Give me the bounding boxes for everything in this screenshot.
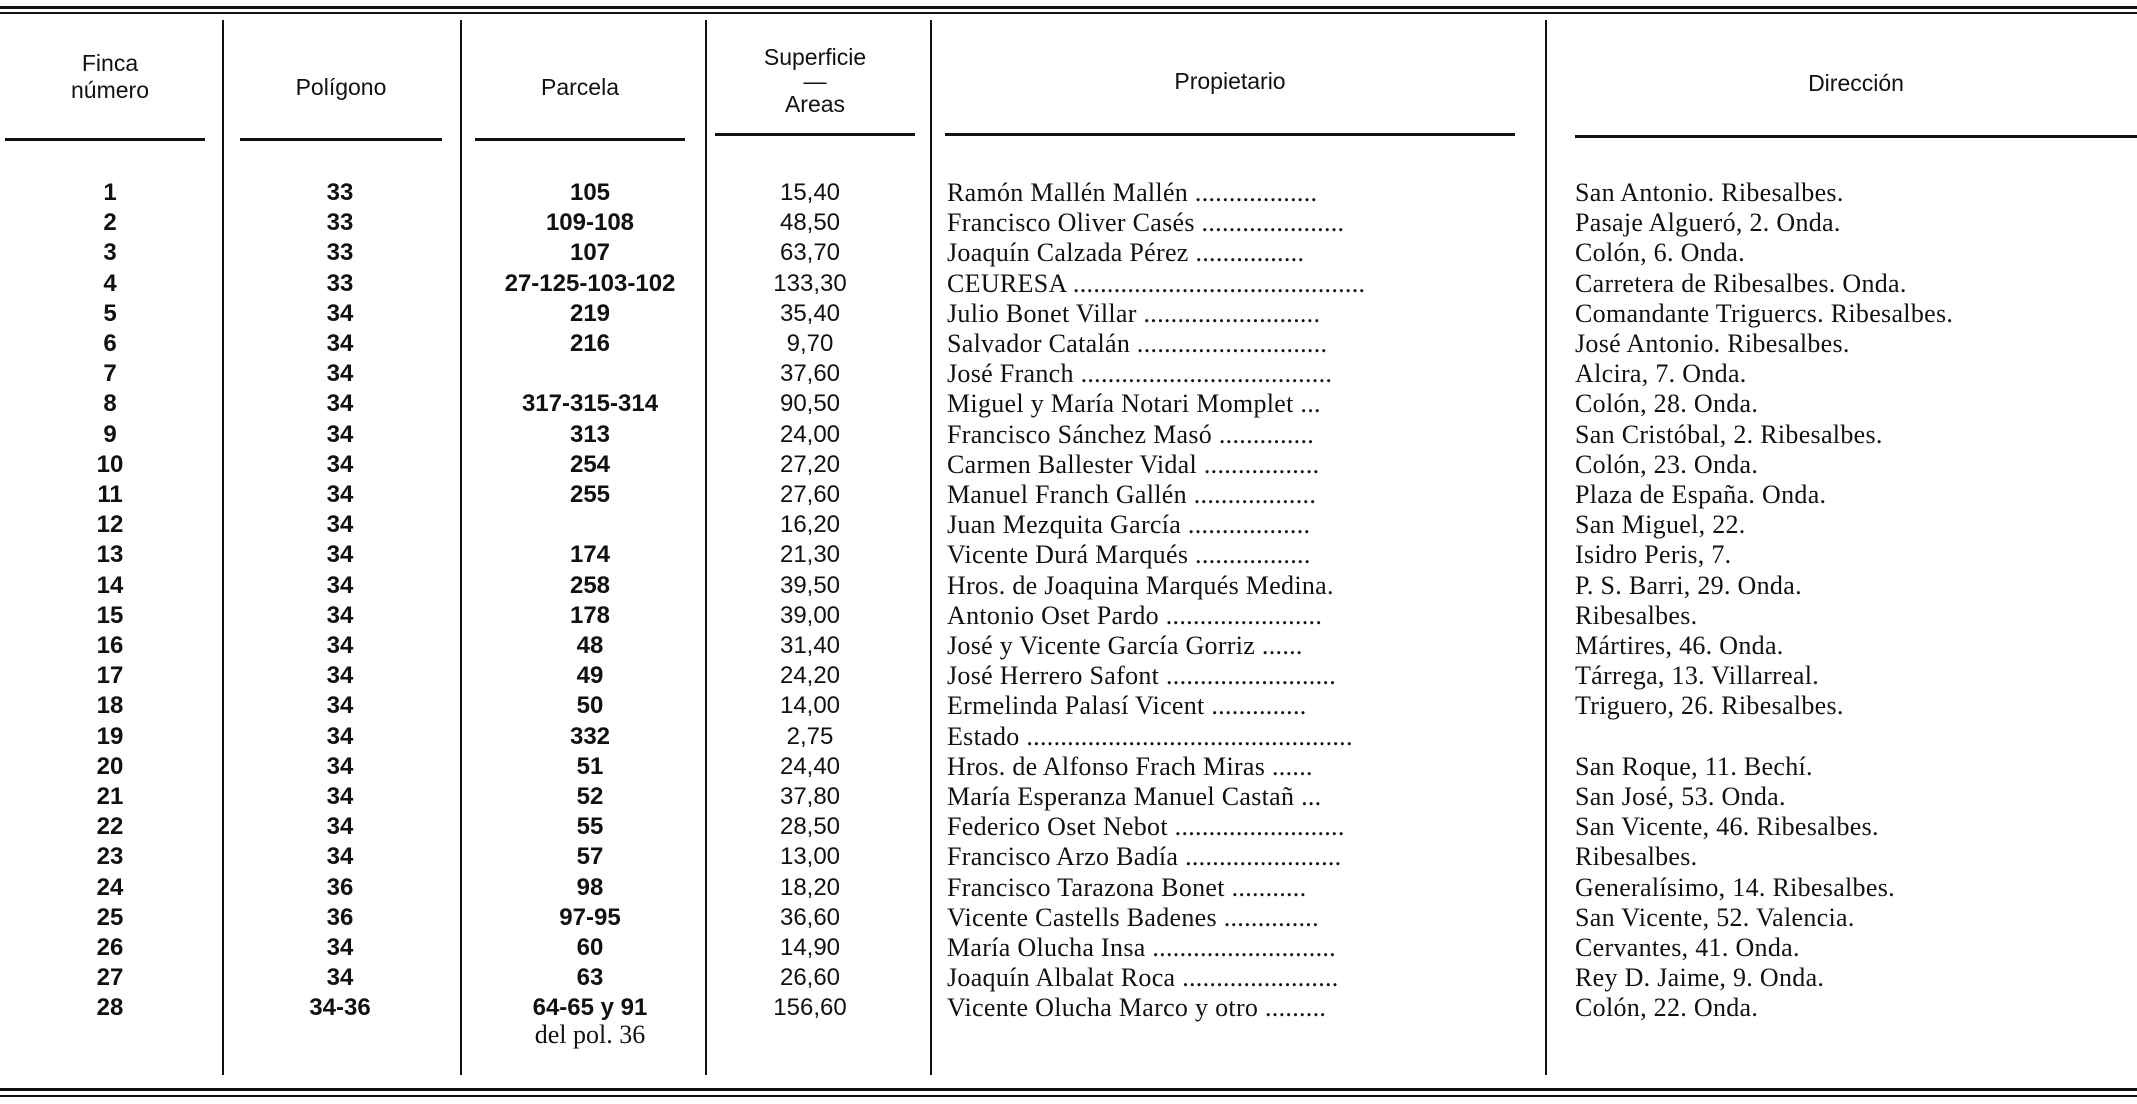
table-row	[0, 812, 2137, 842]
table-row	[0, 842, 2137, 872]
cell-propietario: CEURESA ...........................................	[947, 268, 1366, 298]
cell-finca: 2	[103, 209, 117, 237]
cell-poligono: 34	[326, 330, 354, 357]
table-row	[0, 540, 2137, 570]
cell-poligono: 34	[326, 390, 354, 418]
cell-parcela: 332	[569, 722, 611, 750]
cell-direccion: San Cristóbal, 2. Ribesalbes.	[1575, 419, 1883, 449]
cell-propietario: Antonio Oset Pardo .......................	[947, 600, 1323, 630]
cell-direccion: Colón, 28. Onda.	[1575, 389, 1759, 419]
cell-direccion: Pasaje Algueró, 2. Onda.	[1575, 208, 1841, 238]
cell-superficie: 26,60	[779, 964, 841, 992]
table-row	[0, 420, 2137, 450]
table-row	[0, 873, 2137, 903]
table-row	[0, 480, 2137, 510]
cell-superficie: 133,30	[773, 269, 847, 297]
cell-propietario: Salvador Catalán ............................	[947, 329, 1328, 358]
cell-parcela: 48	[576, 632, 604, 659]
table-row	[0, 752, 2137, 782]
header-poligono: Polígono	[295, 74, 387, 100]
cell-superficie: 63,70	[779, 239, 841, 267]
cell-parcela: 254	[569, 450, 611, 478]
cell-finca: 4	[103, 269, 117, 297]
cell-superficie: 24,00	[779, 420, 841, 448]
header-finca-line2: número	[71, 77, 149, 103]
cell-direccion: Comandante Triguercs. Ribesalbes.	[1575, 298, 1954, 328]
table-row	[0, 571, 2137, 601]
table-row	[0, 691, 2137, 721]
header-superficie-line1: Superficie	[763, 44, 867, 70]
cell-parcela: 55	[576, 813, 604, 841]
cell-propietario: Carmen Ballester Vidal .................	[947, 449, 1320, 479]
header-finca	[30, 50, 190, 104]
cell-parcela: 258	[569, 571, 611, 599]
cell-direccion: Isidro Peris, 7.	[1575, 540, 1732, 570]
cell-superficie: 24,20	[779, 662, 841, 690]
cell-parcela: 64-65 y 91	[532, 994, 648, 1022]
cell-propietario: Vicente Castells Badenes ..............	[947, 902, 1319, 932]
cell-direccion: Triguero, 26. Ribesalbes.	[1575, 691, 1844, 721]
cell-finca: 24	[96, 873, 124, 901]
cell-parcela: 313	[569, 420, 611, 448]
cell-finca: 1	[103, 179, 117, 206]
cell-superficie: 14,90	[779, 934, 841, 961]
header-underline	[240, 138, 442, 141]
cell-parcela: 178	[569, 601, 611, 629]
cell-poligono: 34	[326, 450, 354, 478]
cell-poligono: 34	[326, 964, 354, 992]
table-row	[0, 178, 2137, 208]
cell-superficie: 31,40	[779, 632, 841, 659]
cell-finca: 12	[96, 511, 124, 539]
cell-propietario: Vicente Olucha Marco y otro .........	[947, 993, 1327, 1023]
table-row	[0, 933, 2137, 963]
cell-propietario: Miguel y María Notari Momplet ...	[947, 389, 1321, 419]
cell-finca: 18	[96, 692, 124, 720]
table-row	[0, 238, 2137, 268]
cell-superficie: 28,50	[779, 813, 841, 841]
cell-parcela: 107	[569, 239, 611, 267]
cell-finca: 17	[96, 662, 124, 690]
cell-poligono: 33	[326, 269, 354, 297]
top-rule-thin	[0, 12, 2137, 14]
cell-superficie: 24,40	[779, 752, 841, 780]
cell-finca: 15	[96, 601, 124, 629]
cell-direccion: Rey D. Jaime, 9. Onda.	[1575, 963, 1825, 993]
cell-direccion: Generalísimo, 14. Ribesalbes.	[1575, 872, 1895, 902]
cell-superficie: 36,60	[779, 903, 841, 931]
cell-finca: 8	[103, 390, 117, 418]
cell-poligono: 33	[326, 209, 354, 237]
table-row	[0, 631, 2137, 661]
cell-propietario: Ramón Mallén Mallén ..................	[947, 178, 1318, 207]
table-row	[0, 269, 2137, 299]
cell-propietario: Francisco Arzo Badía .......................	[947, 842, 1342, 872]
cell-propietario: José Franch .....................................	[947, 359, 1333, 389]
header-parcela: Parcela	[541, 74, 619, 100]
cell-direccion: Tárrega, 13. Villarreal.	[1575, 661, 1820, 691]
cell-superficie: 37,60	[779, 360, 841, 388]
cell-direccion: Ribesalbes.	[1575, 842, 1698, 872]
cell-poligono: 34	[326, 752, 354, 780]
table-row	[0, 963, 2137, 993]
cell-superficie: 35,40	[779, 299, 841, 327]
cell-finca: 7	[103, 360, 117, 388]
cell-poligono: 34	[326, 511, 354, 539]
header-underline	[475, 138, 685, 141]
cell-superficie: 37,80	[779, 783, 841, 810]
cell-finca: 26	[96, 934, 124, 961]
cell-superficie: 156,60	[773, 994, 847, 1022]
cell-poligono: 34	[326, 813, 354, 841]
header-superficie	[715, 44, 915, 118]
cell-direccion: San José, 53. Onda.	[1575, 782, 1786, 811]
cell-propietario: María Olucha Insa ...........................	[947, 933, 1336, 962]
cell-direccion: San Miguel, 22.	[1575, 510, 1746, 540]
cell-propietario: Vicente Durá Marqués .................	[947, 540, 1311, 570]
cell-finca: 20	[96, 752, 124, 780]
cell-poligono: 34	[326, 571, 354, 599]
header-propietario: Propietario	[1174, 68, 1286, 94]
cell-parcela: 174	[569, 541, 611, 569]
cell-superficie: 90,50	[779, 390, 841, 418]
table-row	[0, 299, 2137, 329]
cell-parcela: 317-315-314	[521, 390, 659, 418]
cell-poligono: 34-36	[309, 994, 371, 1022]
cell-superficie: 27,20	[779, 450, 841, 478]
table-row	[0, 601, 2137, 631]
bottom-rule	[0, 1088, 2137, 1091]
cell-propietario: Julio Bonet Villar ..........................	[947, 298, 1321, 328]
table-row	[0, 993, 2137, 1023]
table-row	[0, 359, 2137, 389]
cell-parcela: 57	[576, 843, 604, 871]
cell-parcela: 255	[569, 481, 611, 508]
cell-superficie: 15,40	[779, 179, 841, 206]
cell-propietario: Estado ................................................	[947, 721, 1353, 751]
header-finca-line1: Finca	[81, 50, 139, 76]
cell-parcela: 60	[576, 934, 604, 961]
cell-poligono: 34	[326, 722, 354, 750]
cell-direccion: San Antonio. Ribesalbes.	[1575, 178, 1844, 207]
cell-parcela: 105	[569, 179, 611, 206]
cell-propietario: Ermelinda Palasí Vicent ..............	[947, 691, 1307, 721]
cell-direccion: San Roque, 11. Bechí.	[1575, 751, 1813, 781]
table-row	[0, 903, 2137, 933]
table-row	[0, 389, 2137, 419]
cell-propietario: Francisco Oliver Casés .....................	[947, 208, 1345, 238]
cell-direccion: P. S. Barri, 29. Onda.	[1575, 570, 1802, 600]
cell-direccion: Colón, 6. Onda.	[1575, 238, 1745, 268]
cell-poligono: 33	[326, 239, 354, 267]
cell-superficie: 2,75	[786, 722, 834, 750]
table-row	[0, 661, 2137, 691]
cell-direccion: Ribesalbes.	[1575, 600, 1698, 630]
cell-finca: 10	[96, 450, 124, 478]
cell-parcela: 50	[576, 692, 604, 720]
cell-superficie: 27,60	[779, 481, 841, 508]
cell-propietario: Francisco Sánchez Masó ..............	[947, 419, 1315, 449]
cell-poligono: 34	[326, 934, 354, 961]
header-underline	[1575, 135, 2137, 138]
cell-poligono: 34	[326, 541, 354, 569]
top-rule	[0, 6, 2137, 9]
cell-superficie: 18,20	[779, 873, 841, 901]
cell-superficie: 16,20	[779, 511, 841, 539]
cell-finca: 5	[103, 299, 117, 327]
cell-finca: 6	[103, 330, 117, 357]
header-superficie-dash: —	[803, 68, 827, 94]
cell-parcela: 97-95	[559, 903, 621, 931]
table-row	[0, 450, 2137, 480]
cell-parcela: 109-108	[545, 209, 635, 237]
cell-propietario: María Esperanza Manuel Castañ ...	[947, 782, 1322, 811]
cell-direccion: Mártires, 46. Onda.	[1575, 631, 1784, 660]
cell-direccion: Plaza de España. Onda.	[1575, 480, 1827, 509]
header-direccion: Dirección	[1808, 70, 1904, 96]
cell-propietario: José y Vicente García Gorriz ......	[947, 631, 1303, 660]
header-superficie-line2: Areas	[784, 91, 846, 117]
cell-superficie: 9,70	[786, 330, 834, 357]
cell-direccion: Carretera de Ribesalbes. Onda.	[1575, 268, 1907, 298]
cell-parcela: 63	[576, 964, 604, 992]
cell-parcela: 49	[576, 662, 604, 690]
cell-propietario: Federico Oset Nebot .........................	[947, 812, 1345, 842]
cell-finca: 16	[96, 632, 124, 659]
cell-finca: 13	[96, 541, 124, 569]
cell-superficie: 39,00	[779, 601, 841, 629]
cell-propietario: Manuel Franch Gallén ..................	[947, 480, 1317, 509]
parcela-continuation: del pol. 36	[534, 1020, 646, 1049]
cell-direccion: José Antonio. Ribesalbes.	[1575, 329, 1850, 358]
cell-finca: 3	[103, 239, 117, 267]
cell-propietario: Hros. de Alfonso Frach Miras ......	[947, 751, 1313, 781]
cell-finca: 25	[96, 903, 124, 931]
cell-finca: 14	[96, 571, 124, 599]
cell-direccion: Cervantes, 41. Onda.	[1575, 933, 1800, 962]
cell-finca: 28	[96, 994, 124, 1022]
table-row	[0, 782, 2137, 812]
cell-propietario: Joaquín Albalat Roca .......................	[947, 963, 1339, 993]
header-underline	[715, 133, 915, 136]
cell-direccion: Alcira, 7. Onda.	[1575, 359, 1747, 389]
cell-poligono: 34	[326, 783, 354, 810]
cell-poligono: 34	[326, 692, 354, 720]
cell-parcela: 51	[576, 752, 604, 780]
table-row	[0, 510, 2137, 540]
cell-propietario: Francisco Tarazona Bonet ...........	[947, 872, 1307, 902]
cell-superficie: 13,00	[779, 843, 841, 871]
cell-finca: 22	[96, 813, 124, 841]
cell-direccion: San Vicente, 46. Ribesalbes.	[1575, 812, 1879, 842]
cell-finca: 19	[96, 722, 124, 750]
cell-finca: 23	[96, 843, 124, 871]
cell-superficie: 39,50	[779, 571, 841, 599]
header-underline	[5, 138, 205, 141]
table-row	[0, 722, 2137, 752]
cell-poligono: 34	[326, 360, 354, 388]
cell-parcela: 52	[576, 783, 604, 810]
cell-parcela: 216	[569, 330, 611, 357]
cell-finca: 11	[97, 481, 123, 508]
cell-poligono: 34	[326, 481, 354, 508]
header-underline	[945, 133, 1515, 136]
cell-finca: 21	[96, 783, 124, 810]
cell-poligono: 36	[326, 903, 354, 931]
cell-parcela: 219	[569, 299, 611, 327]
table-row	[0, 208, 2137, 238]
cell-direccion: Colón, 22. Onda.	[1575, 993, 1759, 1023]
cell-poligono: 34	[326, 632, 354, 659]
cell-finca: 27	[96, 964, 124, 992]
cell-direccion: San Vicente, 52. Valencia.	[1575, 902, 1855, 932]
table-row	[0, 329, 2137, 359]
cell-parcela: 27-125-103-102	[504, 269, 676, 297]
cell-finca: 9	[103, 420, 117, 448]
cell-poligono: 33	[326, 179, 354, 206]
cell-poligono: 34	[326, 601, 354, 629]
cell-parcela: 98	[576, 873, 604, 901]
cell-poligono: 36	[326, 873, 354, 901]
cell-propietario: Joaquín Calzada Pérez ................	[947, 238, 1305, 268]
cell-poligono: 34	[326, 299, 354, 327]
cell-superficie: 48,50	[779, 209, 841, 237]
cell-superficie: 21,30	[779, 541, 841, 569]
cell-propietario: José Herrero Safont .........................	[947, 661, 1336, 691]
cell-poligono: 34	[326, 843, 354, 871]
cell-propietario: Hros. de Joaquina Marqués Medina.	[947, 570, 1334, 600]
cell-poligono: 34	[326, 662, 354, 690]
bottom-rule-thin	[0, 1095, 2137, 1097]
cell-superficie: 14,00	[779, 692, 841, 720]
cell-propietario: Juan Mezquita García ..................	[947, 510, 1311, 540]
cell-poligono: 34	[326, 420, 354, 448]
cell-direccion: Colón, 23. Onda.	[1575, 449, 1759, 479]
